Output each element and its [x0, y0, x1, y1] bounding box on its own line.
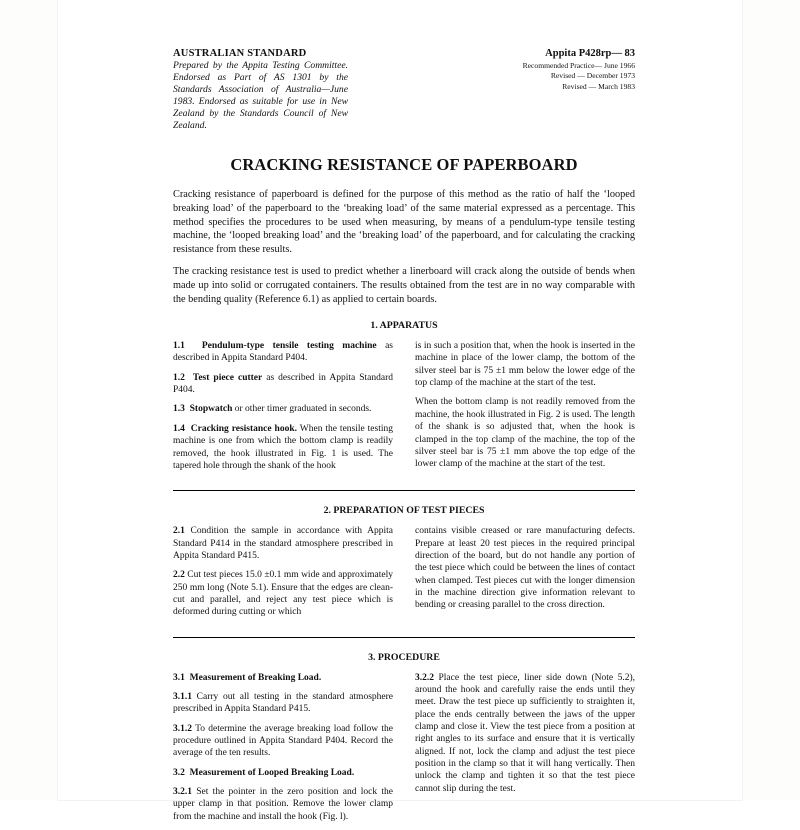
clause-number: 3.2 — [173, 767, 185, 778]
clause-text: or other timer graduated in seconds. — [232, 404, 372, 415]
clause-lead: Pendulum-type tensile testing machine — [201, 341, 377, 352]
clause-1-4 — [173, 423, 393, 472]
section-1-right-column — [415, 340, 635, 479]
revision-line-1: Recommended Practice— June 1966 — [522, 61, 635, 70]
clause-text: Carry out all testing in the standard atmosphere prescribed in Appita Standard P415. — [173, 691, 393, 715]
clause-text: Cut test pieces 15.0 ±0.1 mm wide and approximately 250 mm long (Note 5.1). Ensure that the edges are clean-cut and parallel, and reject any test piece which is deformed during cutting or which — [173, 570, 393, 618]
clause-1-4-cont: is in such a position that, when the hook is inserted in the machine in place of the lower clamp, the bottom of the silver steel bar is 75 ±1 mm below the lower edge of the top clamp of the machine at the start of the test. — [415, 341, 635, 389]
clause-text: Condition the sample in accordance with Appita Standard P414 in the standard atmosphere prescribed in Appita Standard P415. — [173, 526, 393, 561]
section-divider-1 — [173, 490, 635, 491]
clause-number: 1.3 — [173, 404, 185, 415]
clause-number: 3.1.1 — [173, 691, 192, 702]
clause-text: To determine the average breaking load follow the procedure outlined in Appita Standard P404. Record the average of the ten results. — [173, 723, 393, 759]
revision-line-2: Revised — December 1973 — [550, 71, 635, 81]
document-code: Appita P428rp— 83 — [545, 48, 635, 59]
clause-2-2 — [173, 569, 393, 618]
standard-label: AUSTRALIAN STANDARD — [173, 48, 307, 59]
clause-3-1-subhead — [173, 672, 393, 684]
clause-lead: Stopwatch — [189, 404, 233, 415]
clause-text: Set the pointer in the zero position and lock the upper clamp in that position. Remove the lower clamp from the machine and install the hook (Fig. l). — [173, 787, 393, 822]
paper-sheet — [58, 0, 742, 822]
clause-lead: Cracking resistance hook. — [190, 423, 297, 434]
clause-number: 3.2.2 — [415, 672, 434, 683]
document-header — [173, 48, 635, 132]
intro-paragraph-2: The cracking resistance test is used to predict whether a linerboard will crack along the outside of bends when made up into solid or corrugated containers. The results obtained from the test are in no way comparable with the bending quality (Reference 6.1) as applied to certain boards. — [173, 266, 635, 305]
clause-3-1-1 — [173, 691, 393, 716]
header-right-block — [420, 48, 635, 92]
section-3-left-column — [173, 672, 393, 830]
clause-3-1-2 — [173, 723, 393, 760]
clause-1-2 — [173, 372, 393, 397]
clause-2-1 — [173, 525, 393, 562]
clause-number: 2.2 — [173, 570, 185, 581]
clause-lead: Test piece cutter — [192, 372, 263, 383]
section-heading-apparatus: 1. APPARATUS — [370, 320, 438, 332]
section-2-columns — [173, 525, 635, 625]
clause-1-3 — [173, 403, 393, 415]
section-heading-procedure: 3. PROCEDURE — [368, 651, 440, 663]
clause-2-2-cont: contains visible creased or rare manufacturing defects. Prepare at least 20 test pieces in the required principal direction of the board, but do not handle any portion of the test piece which could be between the lines of contact when clamped. Test pieces cut with the longer dimension in the machine direction give information relevant to bending or creasing parallel to the cross direction. — [415, 526, 635, 611]
section-divider-2 — [173, 637, 635, 638]
clause-1-1 — [173, 340, 393, 365]
clause-number: 1.1 — [173, 341, 185, 352]
clause-text: as described in Appita Standard P404. — [173, 341, 393, 364]
standard-blurb: Prepared by the Appita Testing Committee. Endorsed as Part of AS 1301 by the Standards Association of Australia—June 1983. Endorsed as suitable for use in New Zealand by the Standards Council of New Zealand. — [173, 60, 348, 132]
clause-number: 3.1.2 — [173, 723, 192, 734]
section-2-left-column — [173, 525, 393, 625]
clause-3-2-subhead — [173, 767, 393, 779]
revision-line-3: Revised — March 1983 — [562, 81, 635, 91]
intro-paragraph-1: Cracking resistance of paperboard is defined for the purpose of this method as the ratio of half the ‘looped breaking load’ of the paperboard to the ‘breaking load’ of the same material expressed as a percentage. This method specifies the procedures to be used when measuring, by means of a pendulum-type tensile testing machine, the ‘looped breaking load’ and the ‘breaking load’ of the paperboard, and for calculating the cracking resistance from these results. — [173, 189, 635, 255]
section-3-right-column — [415, 672, 635, 830]
clause-1-4-cont-2: When the bottom clamp is not readily removed from the machine, the hook illustrated in Fig. 2 is used. The length of the shank is so adjusted that, when the hook is clamped in the top clamp of the machine, the top of the silver steel bar is 75 ±1 mm above the top edge of the lower clamp of the machine at the start of the test. — [415, 397, 635, 470]
page-title: CRACKING RESISTANCE OF PAPERBOARD — [230, 155, 578, 175]
clause-number: 1.2 — [173, 372, 185, 383]
clause-number: 3.1 — [173, 672, 185, 683]
section-2-right-column — [415, 525, 635, 625]
clause-3-2-2 — [415, 672, 635, 795]
section-1-columns — [173, 340, 635, 479]
section-1-left-column — [173, 340, 393, 479]
clause-text: Place the test piece, liner side down (Note 5.2), around the hook and carefully raise the ends until they meet. Draw the test piece up sufficiently to straighten it, place the ends centrally between the jaws of the upper clamp and close it. View the test piece from a position at right angles to its surface and ensure that it is vertically aligned. If not, lock the clamp and adjust the test piece position in the clamp so that it will hang vertically. Then unlock the clamp and tighten it so that the test piece cannot slip during the test. — [415, 672, 635, 794]
clause-3-2-1 — [173, 786, 393, 823]
section-heading-preparation: 2. PREPARATION OF TEST PIECES — [323, 505, 485, 517]
clause-number: 2.1 — [173, 526, 185, 537]
clause-text: as described in Appita Standard P404. — [173, 372, 394, 396]
document-content — [173, 48, 635, 830]
header-left-block — [173, 48, 348, 132]
clause-number: 1.4 — [173, 423, 185, 434]
section-3-columns — [173, 672, 635, 830]
clause-text: When the tensile testing machine is one from which the bottom clamp is readily removed, the hook illustrated in Fig. 1 is used. The tapered hole through the shank of the hook — [173, 423, 393, 471]
clause-lead: Measurement of Looped Breaking Load. — [189, 767, 355, 778]
clause-lead: Measurement of Breaking Load. — [189, 672, 322, 683]
clause-number: 3.2.1 — [173, 787, 192, 797]
